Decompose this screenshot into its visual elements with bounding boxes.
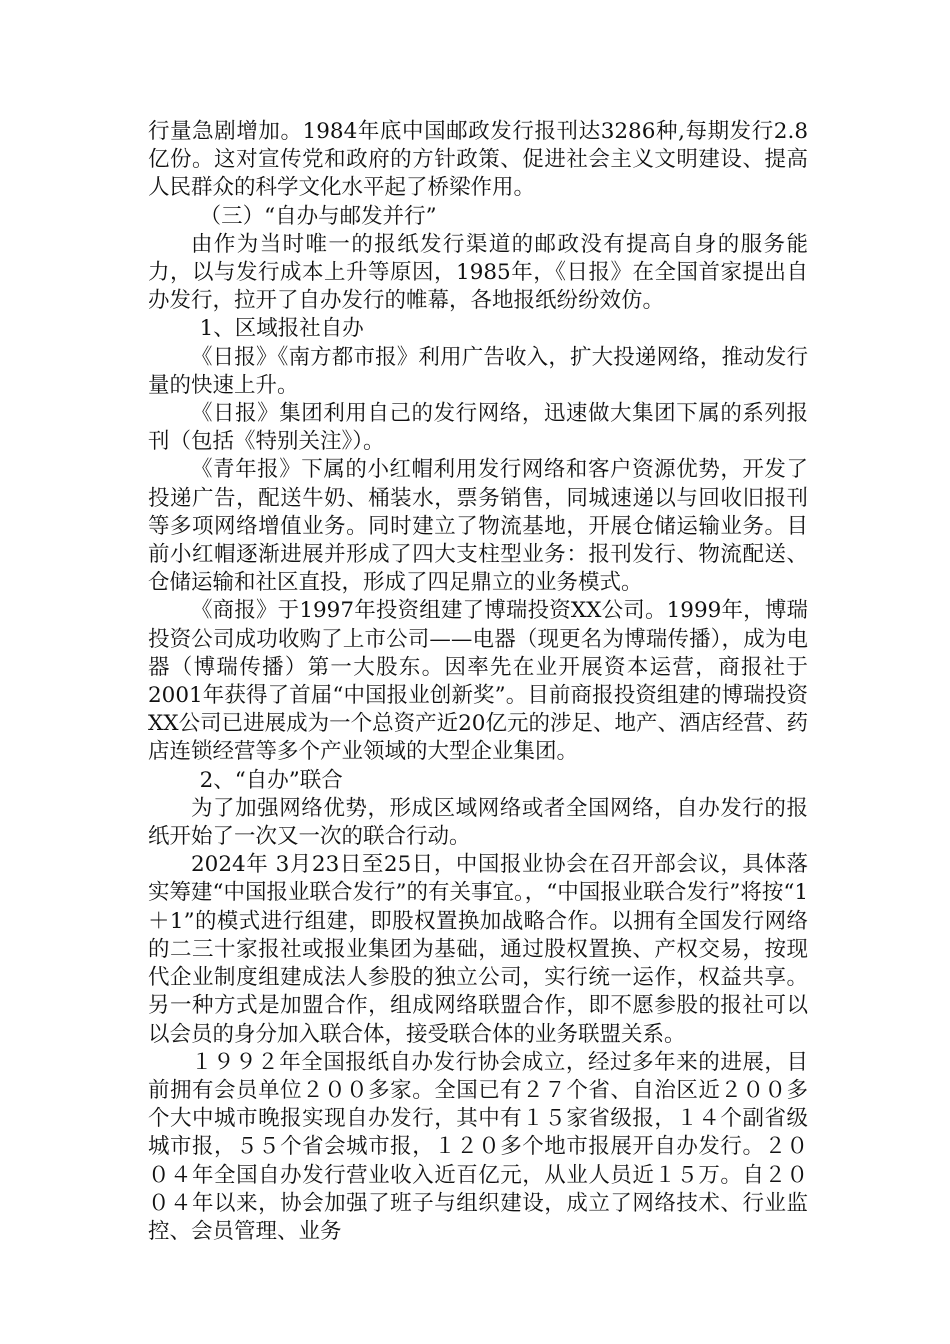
- section-heading-3: （三）“自办与邮发并行”: [199, 203, 437, 229]
- paragraph: 2024年 3月23日至25日，中国报业协会在召开部会议，具体落实筹建“中国报业联合发行”的有关事宜。，“中国报业联合发行”将按“1＋1”的模式进行组建，即股权置换加战略合作。以拥有全国发行网络的二三十家报社或报业集团为基础，通过股权置换、产权交易，按现代企业制度组建成法人参股的独立公司，实行统一运作，权益共享。另一种方式是加盟合作，组成网络联盟合作，即不愿参股的报社可以以会员的身分加入联合体，接受联合体的业务联盟关系。: [148, 852, 808, 1047]
- subsection-heading-1: 1、区域报社自办: [199, 316, 364, 342]
- paragraph: 《商报》于1997年投资组建了博瑞投资XX公司。1999年，博瑞投资公司成功收购了上市公司——电器（现更名为博瑞传播），成为电器（博瑞传播）第一大股东。因率先在业开展资本运营，商报社于2001年获得了首届“中国报业创新奖”。目前商报投资组建的博瑞投资XX公司已进展成为一个总资产近20亿元的涉足、地产、酒店经营、药店连锁经营等多个产业领域的大型企业集团。: [148, 598, 808, 765]
- paragraph: 《青年报》下属的小红帽利用发行网络和客户资源优势，开发了投递广告，配送牛奶、桶装水，票务销售，同城速递以与回收旧报刊等多项网络增值业务。同时建立了物流基地，开展仓储运输业务。目前小红帽逐渐进展并形成了四大支柱型业务：报刊发行、物流配送、仓储运输和社区直投，形成了四足鼎立的业务模式。: [148, 457, 808, 596]
- paragraph: 《日报》《南方都市报》利用广告收入，扩大投递网络，推动发行量的快速上升。: [148, 344, 808, 398]
- paragraph-continuation: 行量急剧增加。1984年底中国邮政发行报刊达3286种,每期发行2.8亿份。这对宣传党和政府的方针政策、促进社会主义文明建设、提高人民群众的科学文化水平起了桥梁作用。: [148, 119, 808, 201]
- paragraph: 《日报》集团利用自己的发行网络，迅速做大集团下属的系列报刊（包括《特别关注》）。: [148, 401, 808, 455]
- document-page: [148, 118, 808, 1246]
- subsection-heading-2: 2、“自办”联合: [199, 767, 343, 793]
- paragraph: 由作为当时唯一的报纸发行渠道的邮政没有提高自身的服务能力，以与发行成本上升等原因，1985年，《日报》在全国首家提出自办发行，拉开了自办发行的帷幕，各地报纸纷纷效仿。: [148, 231, 808, 314]
- paragraph: １９９２年全国报纸自办发行协会成立，经过多年来的进展，目前拥有会员单位２００多家。全国已有２７个省、自治区近２００多个大中城市晚报实现自办发行，其中有１５家省级报，１４个副省级城市报，５５个省会城市报，１２０多个地市报展开自办发行。２００４年全国自办发行营业收入近百亿元，从业人员近１５万。自２００４年以来，协会加强了班子与组织建设，成立了网络技术、行业监控、会员管理、业务: [148, 1049, 808, 1244]
- paragraph: 为了加强网络优势，形成区域网络或者全国网络，自办发行的报纸开始了一次又一次的联合行动。: [148, 795, 808, 850]
